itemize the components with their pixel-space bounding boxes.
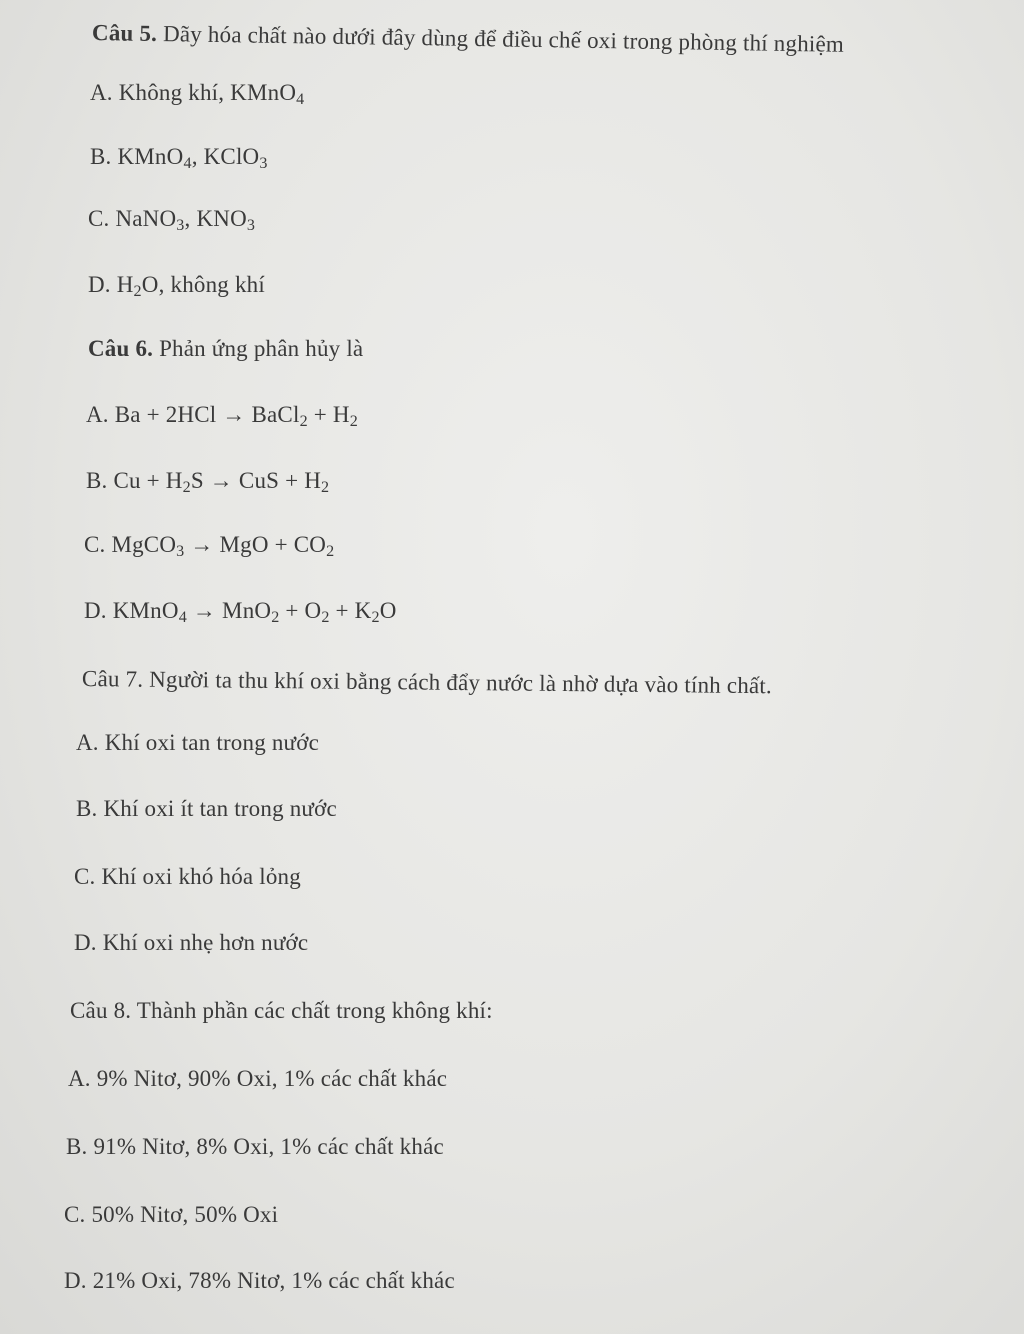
option-text-part: MgCO <box>111 532 177 557</box>
option-text-part: + K <box>329 598 372 623</box>
question-5-title <box>92 20 844 58</box>
option-text-part: O <box>379 598 397 623</box>
subscript: 2 <box>321 609 330 627</box>
option-text-part: 50% Nitơ, 50% Oxi <box>91 1202 279 1227</box>
option-text-part: KMnO <box>117 144 184 169</box>
question-7-option-b <box>76 796 337 822</box>
option-label: B. <box>86 468 108 493</box>
question-8-option-d <box>64 1268 455 1294</box>
option-text-part: Khí oxi nhẹ hơn nước <box>102 930 309 955</box>
option-label: D. <box>88 272 111 297</box>
subscript: 2 <box>182 479 191 497</box>
subscript: 2 <box>299 413 308 431</box>
question-8-option-a <box>68 1066 447 1092</box>
question-number: Câu 8. <box>70 998 132 1023</box>
subscript: 3 <box>176 543 185 561</box>
option-label: A. <box>76 730 99 755</box>
option-text <box>111 532 335 561</box>
option-text-part: 9% Nitơ, 90% Oxi, 1% các chất khác <box>96 1066 448 1091</box>
subscript: 4 <box>183 155 192 173</box>
question-number: Câu 7. <box>81 666 144 692</box>
question-7-option-c <box>74 864 301 890</box>
question-5-option-d <box>88 272 265 301</box>
question-5-option-c <box>88 206 256 235</box>
subscript: 2 <box>321 479 330 497</box>
question-6-option-d <box>84 598 397 627</box>
question-6-option-a <box>86 402 358 431</box>
option-label: A. <box>86 402 109 427</box>
subscript: 2 <box>349 413 358 431</box>
option-text <box>117 144 268 173</box>
option-text-part: Khí oxi khó hóa lỏng <box>101 864 301 889</box>
option-text-part: , KClO <box>191 144 260 169</box>
option-text-part: → MgO + CO <box>184 532 327 557</box>
option-text-part: Ba + 2HCl → BaCl <box>114 402 300 427</box>
option-label: D. <box>84 598 107 623</box>
option-text-part: Khí oxi tan trong nước <box>104 730 319 755</box>
question-text: Dãy hóa chất nào dưới đây dùng để điều chế oxi trong phòng thí nghiệm <box>162 21 845 57</box>
question-8-option-b <box>66 1134 444 1160</box>
option-label: D. <box>64 1268 87 1293</box>
option-label: B. <box>66 1134 88 1159</box>
option-label: C. <box>64 1202 86 1227</box>
question-7-title <box>82 666 772 699</box>
question-5-option-a <box>90 80 305 109</box>
option-text <box>115 206 256 235</box>
option-text <box>118 80 305 109</box>
option-text <box>114 402 358 431</box>
question-6-title <box>88 336 363 362</box>
option-label: A. <box>90 80 113 105</box>
subscript: 3 <box>246 217 256 235</box>
option-text-part: O, không khí <box>141 272 265 297</box>
option-text-part: Cu + H <box>113 468 183 493</box>
subscript: 2 <box>371 609 380 627</box>
subscript: 2 <box>326 543 335 561</box>
option-text <box>93 1134 443 1159</box>
subscript: 3 <box>259 155 268 173</box>
option-text-part: + O <box>279 598 322 623</box>
option-label: D. <box>74 930 97 955</box>
option-label: B. <box>76 796 98 821</box>
option-text-part: + H <box>307 402 350 427</box>
option-text <box>112 598 397 627</box>
option-text-part: 21% Oxi, 78% Nitơ, 1% các chất khác <box>92 1268 455 1293</box>
question-7-option-d <box>74 930 308 956</box>
question-7-option-a <box>76 730 319 756</box>
subscript: 2 <box>271 609 280 627</box>
option-text <box>97 1066 447 1091</box>
option-text-part: → MnO <box>186 598 272 623</box>
subscript: 3 <box>176 217 185 235</box>
option-text-part: 91% Nitơ, 8% Oxi, 1% các chất khác <box>93 1134 444 1159</box>
option-text <box>113 468 330 497</box>
option-text <box>101 864 301 889</box>
option-label: A. <box>68 1066 91 1091</box>
option-text-part: H <box>116 272 134 297</box>
subscript: 2 <box>133 283 142 301</box>
question-text: Người ta thu khí oxi bằng cách đẩy nước là nhờ dựa vào tính chất. <box>149 666 773 699</box>
option-text-part: NaNO <box>115 206 177 231</box>
question-6-option-b <box>86 468 330 497</box>
option-text <box>93 1268 455 1293</box>
option-label: B. <box>90 144 112 169</box>
option-text-part: , KNO <box>184 206 247 231</box>
question-text: Thành phần các chất trong không khí: <box>136 998 493 1023</box>
option-text-part: Khí oxi ít tan trong nước <box>103 796 337 821</box>
option-text-part: Không khí, KMnO <box>118 80 297 105</box>
question-text: Phản ứng phân hủy là <box>159 336 364 361</box>
option-label: C. <box>84 532 106 557</box>
question-5-option-b <box>90 144 268 173</box>
question-8-option-c <box>64 1202 278 1228</box>
question-8-title <box>70 998 493 1024</box>
option-text <box>103 796 336 821</box>
question-number: Câu 5. <box>91 20 158 47</box>
option-label: C. <box>74 864 96 889</box>
question-number: Câu 6. <box>88 336 154 361</box>
option-label: C. <box>88 206 110 231</box>
subscript: 4 <box>296 91 305 109</box>
option-text <box>105 730 319 755</box>
option-text <box>116 272 265 301</box>
option-text <box>91 1202 278 1227</box>
option-text-part: S → CuS + H <box>190 468 322 493</box>
option-text-part: KMnO <box>112 598 179 623</box>
option-text <box>103 930 309 955</box>
question-6-option-c <box>84 532 335 561</box>
subscript: 4 <box>178 609 187 627</box>
